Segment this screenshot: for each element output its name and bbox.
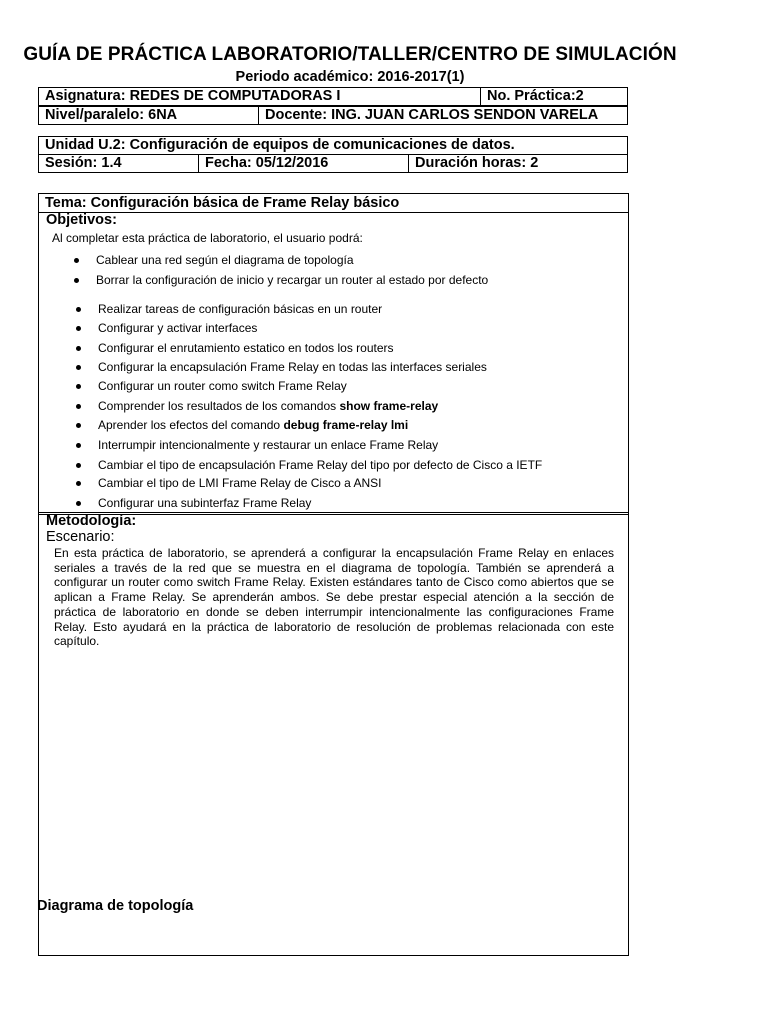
teacher-cell: Docente: ING. JUAN CARLOS SENDON VARELA bbox=[259, 107, 628, 125]
level-teacher-table bbox=[38, 106, 628, 125]
unit-cell: Unidad U.2: Configuración de equipos de comunicaciones de datos. bbox=[39, 137, 628, 155]
practice-number-cell: No. Práctica:2 bbox=[481, 88, 628, 106]
session-cell: Sesión: 1.4 bbox=[39, 155, 199, 173]
duration-cell: Duración horas: 2 bbox=[409, 155, 628, 173]
unit-table bbox=[38, 136, 628, 173]
bullet-icon bbox=[76, 326, 81, 331]
bullet-icon bbox=[76, 501, 81, 506]
bullet-icon bbox=[76, 463, 81, 468]
course-info-table bbox=[38, 87, 628, 106]
objectives-intro: Al completar esta práctica de laboratorio, el usuario podrá: bbox=[52, 231, 363, 245]
bullet-icon bbox=[76, 481, 81, 486]
bullet-icon bbox=[76, 384, 81, 389]
date-cell: Fecha: 05/12/2016 bbox=[199, 155, 409, 173]
level-cell: Nivel/paralelo: 6NA bbox=[39, 107, 259, 125]
bullet-icon bbox=[74, 258, 79, 263]
bullet-icon bbox=[76, 423, 81, 428]
objectives-heading: Objetivos: bbox=[46, 212, 117, 228]
metodologia-heading: Metodología: bbox=[46, 513, 137, 529]
escenario-label: Escenario: bbox=[46, 529, 115, 545]
bullet-icon bbox=[76, 307, 81, 312]
bullet-icon bbox=[76, 404, 81, 409]
bullet-icon bbox=[76, 365, 81, 370]
escenario-paragraph: En esta práctica de laboratorio, se aprenderá a configurar la encapsulación Frame Relay en enlaces seriales a través de la red que se muestra en el diagrama de topología. También se aprenderá a configurar un router como switch Frame Relay. Existen estándares tanto de Cisco como abiertos que se aplican a Frame Relay. Se aprenderán ambos. Se debe prestar especial atención a la sección de práctica de laboratorio en donde se deben interrumpir intencionalmente las configuraciones Frame Relay. Esto ayudará en la práctica de laboratorio de resolución de problemas relacionada con este capítulo. bbox=[54, 546, 614, 649]
bullet-icon bbox=[74, 278, 79, 283]
topology-diagram-heading: Diagrama de topología bbox=[37, 898, 194, 914]
bullet-icon bbox=[76, 443, 81, 448]
tema-title: Tema: Configuración básica de Frame Relay básico bbox=[39, 194, 628, 213]
command-text: show frame-relay bbox=[339, 399, 439, 413]
page-title: GUÍA DE PRÁCTICA LABORATORIO/TALLER/CENTRO DE SIMULACIÓN bbox=[23, 44, 677, 65]
academic-period: Periodo académico: 2016-2017(1) bbox=[235, 69, 465, 85]
bullet-icon bbox=[76, 346, 81, 351]
subject-cell: Asignatura: REDES DE COMPUTADORAS I bbox=[39, 88, 481, 106]
command-text: debug frame-relay lmi bbox=[283, 418, 409, 432]
